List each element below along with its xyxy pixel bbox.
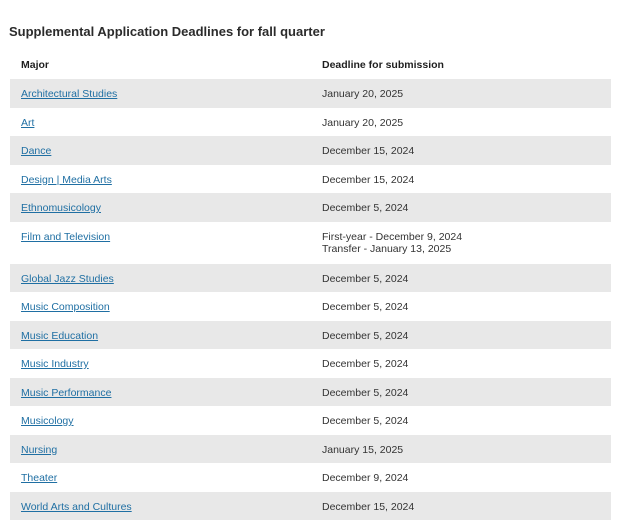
deadline-text: January 15, 2025 xyxy=(322,443,404,456)
deadline-cell xyxy=(311,415,611,428)
table-row xyxy=(10,435,611,464)
page-title: Supplemental Application Deadlines for fall quarter xyxy=(9,24,325,39)
deadline-text: December 5, 2024 xyxy=(322,272,409,285)
major-link[interactable]: Musicology xyxy=(21,415,74,427)
table-body xyxy=(10,79,611,520)
deadline-cell xyxy=(311,387,611,400)
major-cell xyxy=(10,301,311,313)
deadline-text: December 5, 2024 xyxy=(322,202,409,214)
deadline-cell xyxy=(311,145,611,158)
table-row xyxy=(10,292,611,321)
deadline-cell xyxy=(311,273,611,286)
table-row xyxy=(10,321,611,350)
major-cell xyxy=(10,472,311,484)
major-link[interactable]: Architectural Studies xyxy=(21,88,118,100)
major-link[interactable]: Theater xyxy=(21,472,58,484)
deadline-cell xyxy=(311,231,611,256)
deadline-text: December 15, 2024 xyxy=(322,500,415,513)
deadline-text: First-year - December 9, 2024 xyxy=(322,230,463,243)
deadline-text: December 5, 2024 xyxy=(322,358,409,370)
major-link[interactable]: World Arts and Cultures xyxy=(21,500,132,513)
major-cell xyxy=(10,444,311,456)
major-link[interactable]: Art xyxy=(21,116,35,129)
major-cell xyxy=(10,117,311,129)
major-link[interactable]: Ethnomusicology xyxy=(21,202,101,214)
table-row xyxy=(10,463,611,492)
deadline-text: January 20, 2025 xyxy=(322,88,404,100)
major-column-header: Major xyxy=(21,59,50,71)
table-row xyxy=(10,165,611,194)
major-cell xyxy=(10,358,311,370)
major-cell xyxy=(10,273,311,285)
table-row xyxy=(10,264,611,293)
deadline-column-header: Deadline for submission xyxy=(322,59,444,71)
major-cell xyxy=(10,174,311,186)
major-link[interactable]: Dance xyxy=(21,145,52,157)
deadline-text: December 5, 2024 xyxy=(322,386,409,399)
deadline-cell xyxy=(311,202,611,215)
major-link[interactable]: Global Jazz Studies xyxy=(21,272,114,285)
major-link[interactable]: Film and Television xyxy=(21,230,111,243)
major-link[interactable]: Music Composition xyxy=(21,301,110,313)
deadline-cell xyxy=(311,444,611,457)
deadline-text: January 20, 2025 xyxy=(322,116,404,129)
major-link[interactable]: Music Industry xyxy=(21,358,89,370)
table-header-row xyxy=(10,51,611,79)
table-row xyxy=(10,193,611,222)
deadline-cell xyxy=(311,472,611,485)
deadline-text: December 15, 2024 xyxy=(322,173,415,186)
major-cell xyxy=(10,202,311,214)
deadline-cell xyxy=(311,330,611,343)
table-row xyxy=(10,492,611,521)
major-link[interactable]: Nursing xyxy=(21,443,58,456)
deadlines-table xyxy=(10,51,611,520)
major-cell xyxy=(10,145,311,157)
deadline-text: December 15, 2024 xyxy=(322,145,415,157)
table-row xyxy=(10,222,611,264)
table-row xyxy=(10,108,611,137)
deadline-text: December 9, 2024 xyxy=(322,472,409,484)
table-row xyxy=(10,378,611,407)
major-cell xyxy=(10,330,311,342)
table-row xyxy=(10,79,611,108)
deadline-text: December 5, 2024 xyxy=(322,301,409,313)
table-row xyxy=(10,136,611,165)
major-link[interactable]: Music Performance xyxy=(21,386,112,399)
deadline-cell xyxy=(311,358,611,371)
major-link[interactable]: Music Education xyxy=(21,329,99,342)
deadline-text: Transfer - January 13, 2025 xyxy=(322,243,452,255)
deadline-text: December 5, 2024 xyxy=(322,329,409,342)
deadline-cell xyxy=(311,301,611,314)
table-row xyxy=(10,406,611,435)
major-cell xyxy=(10,415,311,427)
deadline-text: December 5, 2024 xyxy=(322,415,409,427)
deadline-cell xyxy=(311,117,611,130)
deadline-cell xyxy=(311,501,611,514)
deadline-cell xyxy=(311,174,611,187)
major-link[interactable]: Design | Media Arts xyxy=(21,173,112,186)
major-cell xyxy=(10,387,311,399)
major-cell xyxy=(10,88,311,100)
major-cell xyxy=(10,501,311,513)
major-cell xyxy=(10,231,311,243)
table-row xyxy=(10,349,611,378)
deadline-cell xyxy=(311,88,611,101)
